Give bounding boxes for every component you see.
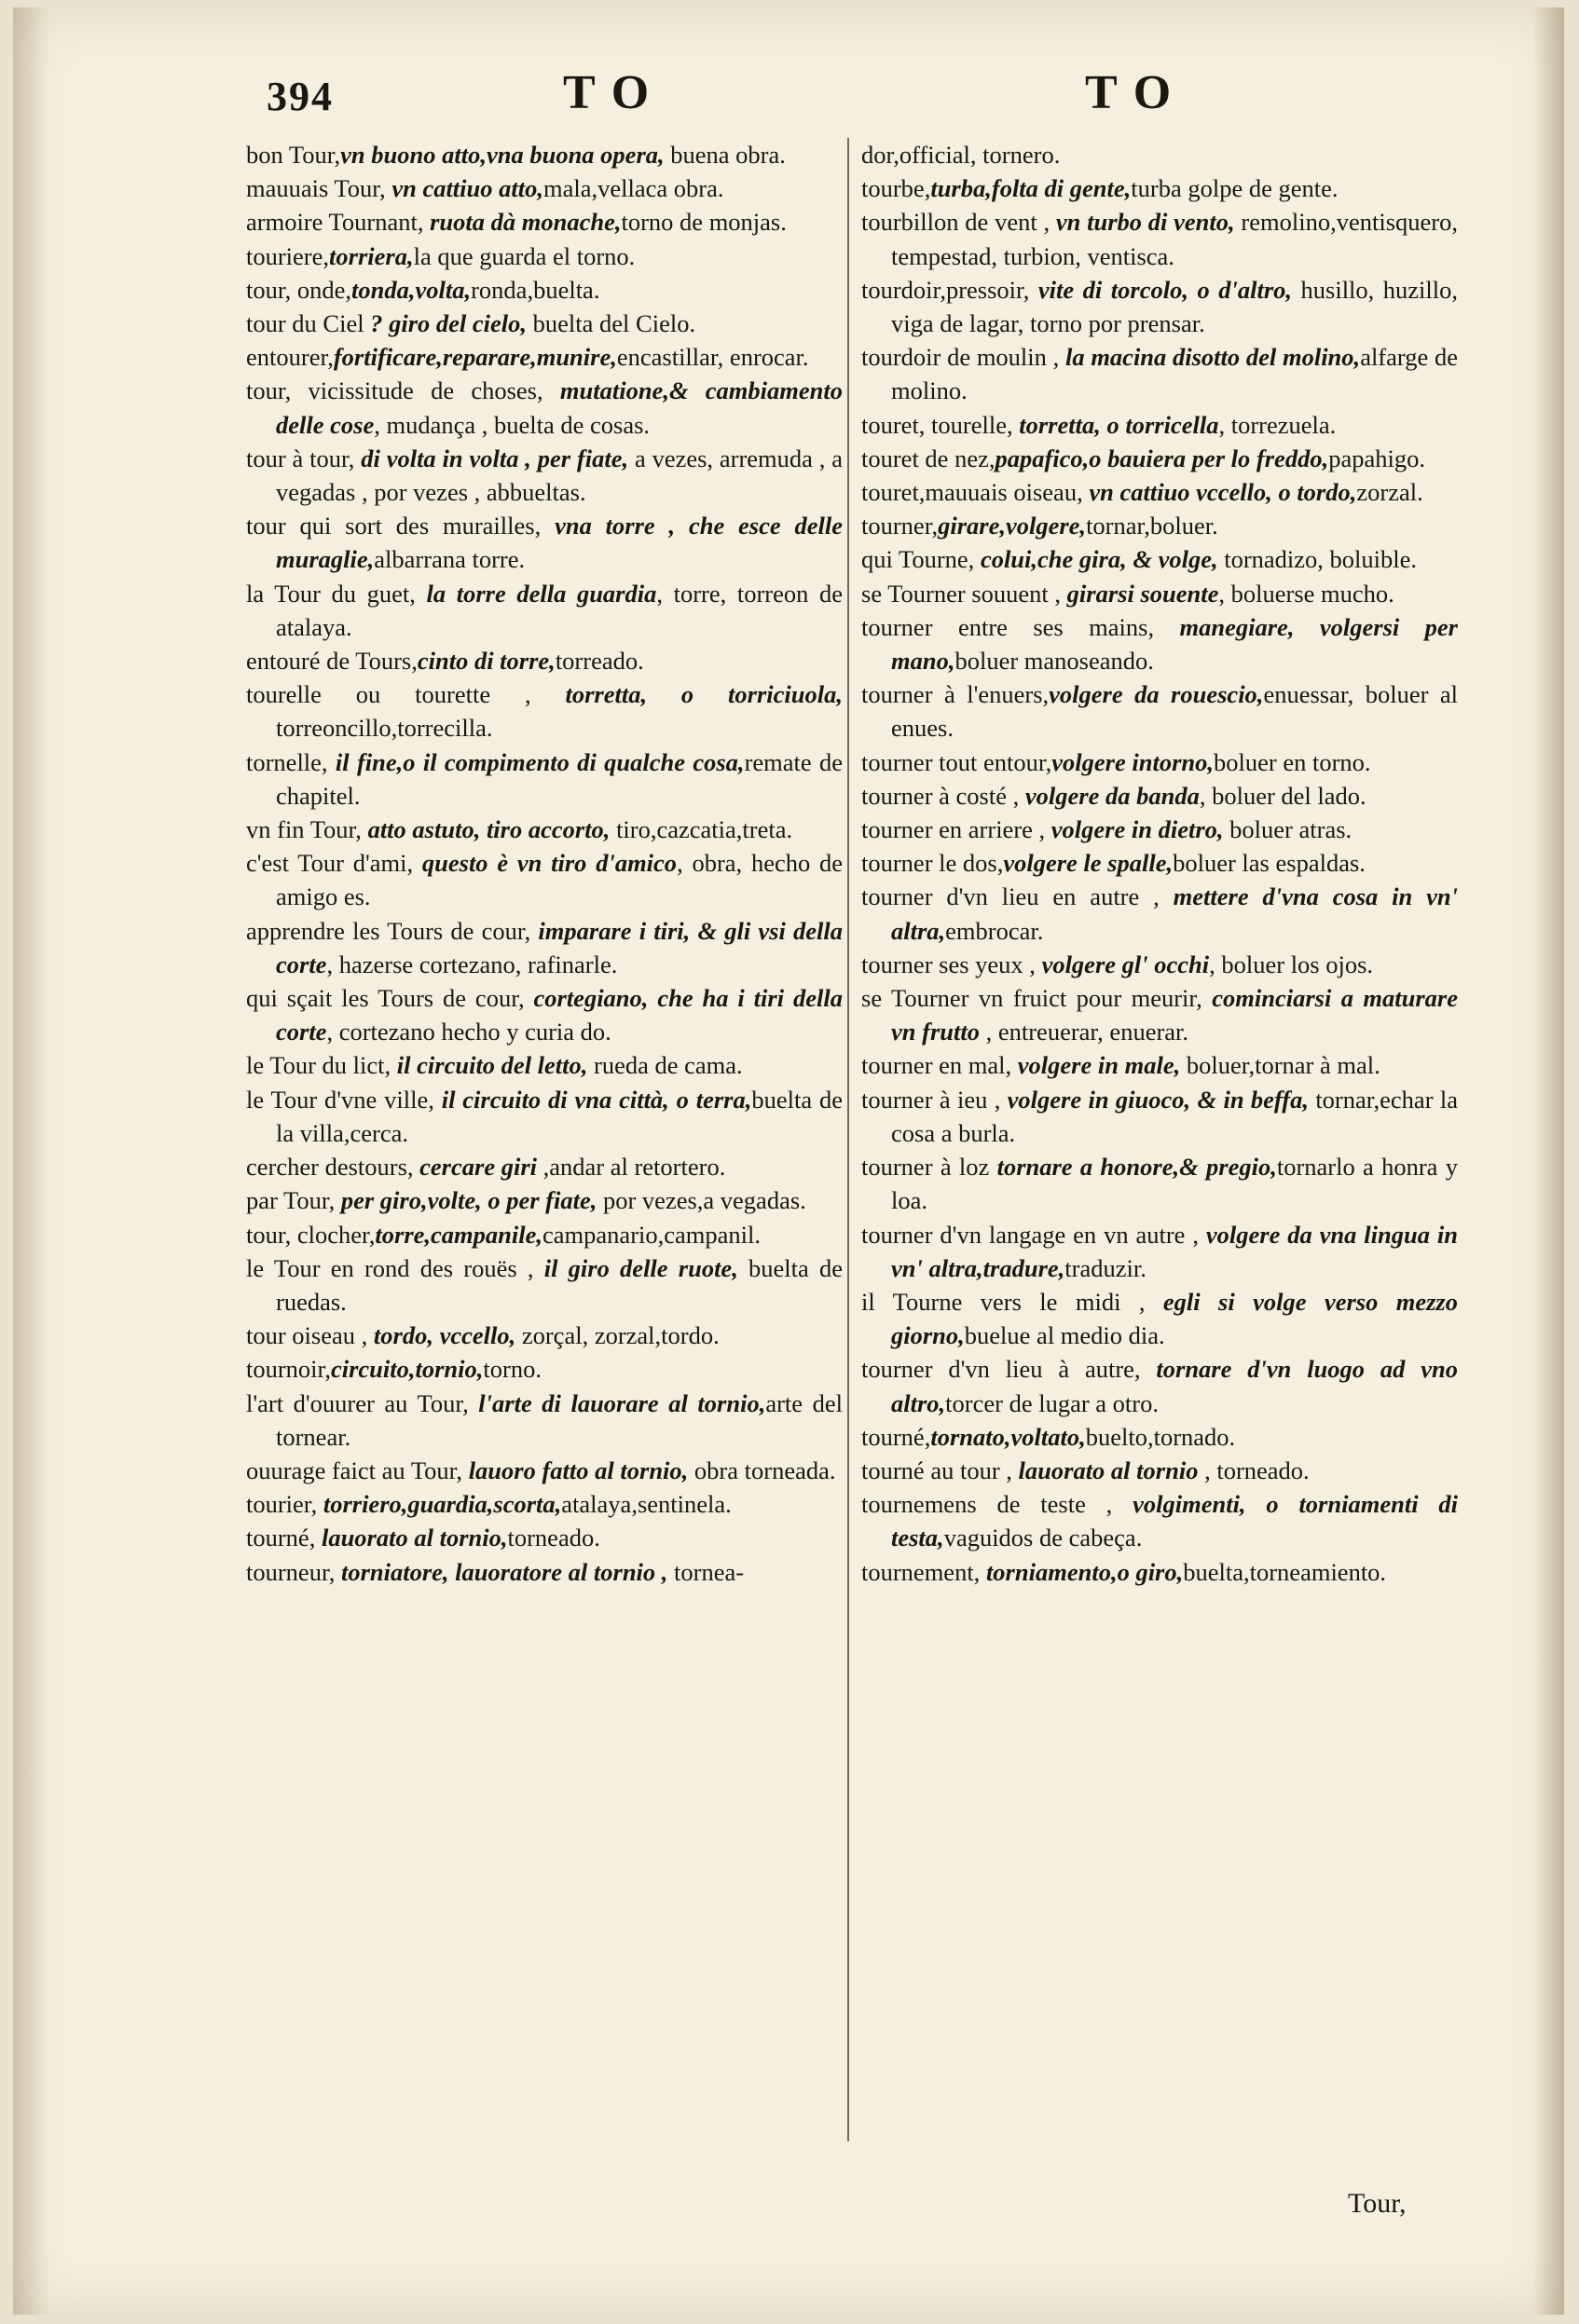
dictionary-entry: [861, 1420, 1458, 1454]
dictionary-entry: [861, 1487, 1458, 1554]
spanish-gloss: mala,vellaca obra.: [543, 174, 724, 203]
spanish-gloss: embrocar.: [945, 916, 1044, 945]
italian-gloss: cercare giri: [419, 1153, 537, 1182]
dictionary-entry: [861, 408, 1458, 442]
dictionary-entry: [861, 1454, 1458, 1487]
french-headword: tourner à costé ,: [861, 781, 1025, 810]
page-edge: [1532, 7, 1564, 2315]
french-headword: le Tour en rond des rouës ,: [246, 1253, 544, 1282]
dictionary-entry: [861, 577, 1458, 610]
italian-gloss: tonda,volta,: [351, 275, 472, 304]
spanish-gloss: , torrezuela.: [1218, 410, 1337, 439]
french-headword: tournement,: [861, 1557, 986, 1586]
french-headword: tourner d'vn langage en vn autre ,: [861, 1220, 1206, 1249]
italian-gloss: volgere da banda: [1024, 781, 1200, 810]
italian-gloss: girare,volgere,: [938, 512, 1087, 540]
dictionary-entry: [861, 948, 1458, 981]
french-headword: tour, vicissitude de choses,: [246, 376, 560, 405]
italian-gloss: atto astuto, tiro accorto,: [367, 815, 611, 844]
italian-gloss: girarsi souente: [1066, 579, 1219, 608]
french-headword: bon Tour,: [246, 141, 341, 169]
italian-gloss: volgimenti, o torniamenti di testa,: [891, 1490, 1458, 1552]
spanish-gloss: buelta,torneamiento.: [1183, 1557, 1387, 1586]
italian-gloss: mutatione,& cambiamento delle cose: [276, 376, 843, 439]
right-column: [861, 138, 1458, 2188]
spanish-gloss: tornea-: [667, 1557, 745, 1586]
french-headword: tourner,: [861, 512, 939, 540]
italian-gloss: ? giro del cielo,: [370, 309, 528, 338]
spanish-gloss: , obra, hecho de amigo es.: [276, 849, 843, 911]
spanish-gloss: obra torneada.: [688, 1456, 836, 1484]
spanish-gloss: , cortezano hecho y curia do.: [326, 1018, 611, 1046]
spanish-gloss: arte del tornear.: [276, 1388, 843, 1451]
spanish-gloss: turba golpe de gente.: [1131, 174, 1339, 203]
italian-gloss: vn cattiuo vccello, o tordo,: [1089, 478, 1357, 507]
italian-gloss: egli si volge verso mezzo giorno,: [891, 1287, 1458, 1350]
french-headword: l'art d'ouurer au Tour,: [246, 1388, 479, 1417]
dictionary-entry: [246, 273, 843, 307]
dictionary-entry: [246, 745, 843, 813]
spanish-gloss: boluer manoseando.: [954, 647, 1154, 676]
italian-gloss: la torre della guardia: [426, 579, 657, 608]
dictionary-entry: [861, 509, 1458, 542]
spanish-gloss: , entreuerar, enuerar.: [979, 1018, 1189, 1046]
italian-gloss: tornare a honore,& pregio,: [996, 1153, 1277, 1182]
dictionary-entry: [246, 374, 843, 441]
spanish-gloss: atalaya,sentinela.: [561, 1490, 732, 1519]
dictionary-entry: [861, 745, 1458, 779]
french-headword: tour à tour,: [246, 444, 362, 472]
spanish-gloss: tornar,boluer.: [1086, 512, 1218, 540]
french-headword: qui sçait les Tours de cour,: [246, 984, 534, 1013]
french-headword: la Tour du guet,: [246, 579, 427, 608]
dictionary-entry: [246, 813, 843, 846]
dictionary-entry: [246, 138, 843, 171]
dictionary-entry: [246, 1183, 843, 1217]
spanish-gloss: buelto,tornado.: [1085, 1422, 1236, 1451]
dictionary-entry: [861, 1218, 1458, 1285]
italian-gloss: circuito,tornio,: [330, 1355, 484, 1384]
french-headword: tourner à loz: [861, 1153, 997, 1182]
italian-gloss: il circuito di vna città, o terra,: [441, 1085, 752, 1114]
italian-gloss: volgere gl' occhi: [1041, 950, 1210, 978]
italian-gloss: manegiare, volgersi per mano,: [891, 612, 1458, 676]
french-headword: tournemens de teste ,: [861, 1490, 1133, 1519]
spanish-gloss: tornadizo, boluible.: [1217, 545, 1418, 574]
italian-gloss: il giro delle ruote,: [543, 1253, 738, 1282]
italian-gloss: l'arte di lauorare al tornio,: [478, 1388, 766, 1417]
spanish-gloss: albarrana torre.: [374, 545, 526, 574]
italian-gloss: volgere intorno,: [1051, 747, 1214, 776]
italian-gloss: torre,campanile,: [375, 1220, 543, 1249]
italian-gloss: volgere le spalle,: [1003, 849, 1174, 878]
italian-gloss: volgere in male,: [1017, 1051, 1181, 1080]
dictionary-entry: [246, 1454, 843, 1487]
italian-gloss: mettere d'vna cosa in vn' altra,: [891, 882, 1458, 945]
spanish-gloss: papahigo.: [1328, 444, 1425, 472]
italian-gloss: torriera,: [329, 241, 414, 270]
dictionary-entry: [861, 1555, 1458, 1589]
dictionary-entry: [861, 475, 1458, 509]
dictionary-entry: [861, 1285, 1458, 1352]
dictionary-entry: [861, 1352, 1458, 1419]
french-headword: par Tour,: [246, 1186, 341, 1215]
italian-gloss: vn buono atto,vna buona opera,: [340, 141, 665, 169]
dictionary-entry: [861, 779, 1458, 813]
italian-gloss: ruota dà monache,: [430, 208, 622, 237]
french-headword: apprendre les Tours de cour,: [246, 916, 539, 945]
dictionary-entry: [246, 1319, 843, 1352]
dictionary-entry: [246, 239, 843, 273]
french-headword: tourner le dos,: [861, 849, 1004, 878]
spanish-gloss: zorzal.: [1356, 478, 1423, 507]
spanish-gloss: torcer de lugar a otro.: [945, 1388, 1159, 1417]
italian-gloss: torniamento,o giro,: [985, 1557, 1184, 1586]
french-headword: touret, tourelle,: [861, 410, 1020, 439]
dictionary-entry: [861, 1048, 1458, 1082]
french-headword: tourner ses yeux ,: [861, 950, 1042, 978]
french-headword: mauuais Tour,: [246, 174, 392, 203]
french-headword: entouré de Tours,: [246, 647, 418, 676]
dictionary-entry: [861, 813, 1458, 846]
running-head-left: TO: [563, 66, 666, 119]
dictionary-entry: [861, 205, 1458, 272]
spanish-gloss: dor,official, tornero.: [861, 141, 1061, 169]
spanish-gloss: buelta de ruedas.: [276, 1253, 843, 1316]
italian-gloss: tornato,voltato,: [930, 1422, 1086, 1451]
dictionary-entry: [246, 205, 843, 239]
italian-gloss: torretta, o torriciuola,: [565, 680, 843, 709]
italian-gloss: torniatore, lauoratore al tornio ,: [340, 1557, 668, 1586]
italian-gloss: la macina disotto del molino,: [1064, 343, 1361, 372]
french-headword: tour qui sort des murailles,: [246, 512, 556, 540]
french-headword: le Tour du lict,: [246, 1051, 397, 1080]
spanish-gloss: alfarge de molino.: [891, 343, 1458, 405]
french-headword: tourner à ieu ,: [861, 1085, 1008, 1114]
dictionary-entry: [861, 610, 1458, 677]
spanish-gloss: a vezes, arremuda , a vegadas , por vezes , abbueltas.: [276, 444, 843, 507]
italian-gloss: volgere da rouescio,: [1049, 680, 1264, 709]
spanish-gloss: buelta de la villa,cerca.: [276, 1085, 843, 1147]
french-headword: entourer,: [246, 343, 334, 372]
french-headword: tourner d'vn lieu en autre ,: [861, 882, 1174, 911]
spanish-gloss: boluer,tornar à mal.: [1180, 1051, 1380, 1080]
french-headword: tourelle ou tourette ,: [246, 680, 566, 709]
spanish-gloss: , torre, torreon de atalaya.: [276, 579, 843, 641]
dictionary-entry: [246, 1048, 843, 1082]
french-headword: le Tour d'vne ville,: [246, 1085, 442, 1114]
dictionary-entry: [246, 1521, 843, 1554]
dictionary-entry: [861, 442, 1458, 475]
spanish-gloss: tornarlo a honra y loa.: [891, 1153, 1458, 1215]
french-headword: tourner en mal,: [861, 1051, 1018, 1080]
dictionary-entry: [246, 509, 843, 576]
spanish-gloss: tornar,echar la cosa a burla.: [891, 1085, 1458, 1147]
italian-gloss: lauorato al tornio,: [321, 1524, 508, 1552]
spanish-gloss: traduzir.: [1064, 1253, 1146, 1282]
dictionary-entry: [246, 1251, 843, 1319]
french-headword: tournoir,: [246, 1355, 331, 1384]
spanish-gloss: enuessar, boluer al enues.: [891, 680, 1458, 743]
french-headword: tourneur,: [246, 1557, 341, 1586]
dictionary-entry: [246, 442, 843, 509]
dictionary-entry: [861, 981, 1458, 1048]
spanish-gloss: por vezes,a vegadas.: [597, 1186, 806, 1215]
italian-gloss: per giro,volte, o per fiate,: [340, 1186, 597, 1215]
french-headword: tourné au tour ,: [861, 1456, 1019, 1484]
italian-gloss: vite di torcolo, o d'altro,: [1037, 275, 1293, 304]
dictionary-entry: [861, 880, 1458, 947]
french-headword: touriere,: [246, 241, 330, 270]
italian-gloss: vna torre , che esce delle muraglie,: [276, 512, 843, 574]
italian-gloss: tordo, vccello,: [373, 1321, 516, 1350]
french-headword: tour du Ciel: [246, 309, 371, 338]
dictionary-entry: [246, 846, 843, 913]
italian-gloss: di volta in volta , per fiate,: [361, 444, 629, 472]
french-headword: tourné,: [246, 1524, 322, 1552]
french-headword: tornelle,: [246, 747, 336, 776]
spanish-gloss: buelue al medio dia.: [964, 1321, 1165, 1350]
italian-gloss: vn turbo di vento,: [1055, 208, 1235, 237]
italian-gloss: colui,che gira, & volge,: [980, 545, 1218, 574]
italian-gloss: lauorato al tornio: [1018, 1456, 1199, 1484]
dictionary-entry: [246, 577, 843, 644]
italian-gloss: volgere da vna lingua in vn' altra,tradure,: [891, 1220, 1458, 1282]
italian-gloss: turba,folta di gente,: [930, 174, 1132, 203]
spanish-gloss: ,andar al retortero.: [537, 1153, 726, 1182]
dictionary-entry: [861, 677, 1458, 745]
spanish-gloss: buena obra.: [664, 141, 786, 169]
italian-gloss: vn cattiuo atto,: [391, 174, 544, 203]
italian-gloss: fortificare,reparare,munire,: [333, 343, 617, 372]
french-headword: c'est Tour d'ami,: [246, 849, 422, 878]
spanish-gloss: rueda de cama.: [587, 1051, 743, 1080]
french-headword: tourner entre ses mains,: [861, 612, 1180, 641]
spanish-gloss: torneado.: [507, 1524, 600, 1552]
french-headword: cercher destours,: [246, 1153, 420, 1182]
dictionary-entry: [246, 307, 843, 340]
dictionary-entry: [246, 171, 843, 205]
french-headword: tourdoir de moulin ,: [861, 343, 1065, 372]
french-headword: tour, onde,: [246, 275, 352, 304]
spanish-gloss: torno.: [483, 1355, 542, 1384]
italian-gloss: papafico,o bauiera per lo freddo,: [995, 444, 1329, 472]
italian-gloss: cortegiano, che ha i tiri della corte: [276, 984, 843, 1046]
french-headword: tourner à l'enuers,: [861, 680, 1050, 709]
dictionary-entry: [246, 1352, 843, 1386]
dictionary-entry: [861, 273, 1458, 340]
spanish-gloss: torreado.: [555, 647, 644, 676]
french-headword: vn fin Tour,: [246, 815, 368, 844]
french-headword: tour, clocher,: [246, 1220, 376, 1249]
dictionary-entry: [246, 981, 843, 1048]
spanish-gloss: tiro,cazcatia,treta.: [610, 815, 793, 844]
spanish-gloss: , boluer del lado.: [1199, 781, 1366, 810]
french-headword: tour oiseau ,: [246, 1321, 374, 1350]
spanish-gloss: torreoncillo,torrecilla.: [276, 714, 493, 743]
spanish-gloss: , hazerse cortezano, rafinarle.: [326, 950, 618, 978]
italian-gloss: cinto di torre,: [417, 647, 556, 676]
dictionary-entry: [246, 644, 843, 677]
spanish-gloss: la que guarda el torno.: [413, 241, 636, 270]
italian-gloss: torretta, o torricella: [1019, 410, 1219, 439]
italian-gloss: torriero,guardia,scorta,: [323, 1490, 562, 1519]
running-head-right: TO: [1085, 66, 1188, 119]
dictionary-entry: [861, 846, 1458, 880]
french-headword: touret de nez,: [861, 444, 995, 472]
french-headword: tourdoir,pressoir,: [861, 275, 1038, 304]
dictionary-entry: [246, 1555, 843, 1589]
spanish-gloss: husillo, huzillo, viga de lagar, torno por prensar.: [891, 275, 1458, 338]
spanish-gloss: boluer en torno.: [1214, 747, 1371, 776]
spanish-gloss: vaguidos de cabeça.: [943, 1524, 1143, 1552]
french-headword: touret,mauuais oiseau,: [861, 478, 1090, 507]
spanish-gloss: , boluerse mucho.: [1218, 579, 1394, 608]
italian-gloss: cominciarsi a maturare vn frutto: [891, 984, 1458, 1046]
italian-gloss: il fine,o il compimento di qualche cosa,: [335, 747, 745, 776]
dictionary-entry: [246, 1083, 843, 1150]
dictionary-entry: [861, 171, 1458, 205]
dictionary-entry: [246, 1150, 843, 1183]
french-headword: qui Tourne,: [861, 545, 981, 574]
spanish-gloss: remate de chapitel.: [276, 747, 843, 810]
spanish-gloss: encastillar, enrocar.: [616, 343, 809, 372]
dictionary-entry: [246, 914, 843, 981]
spanish-gloss: campanario,campanil.: [542, 1220, 762, 1249]
spanish-gloss: zorçal, zorzal,tordo.: [515, 1321, 720, 1350]
italian-gloss: lauoro fatto al tornio,: [468, 1456, 689, 1484]
french-headword: se Tourner vn fruict pour meurir,: [861, 984, 1213, 1013]
page-number: 394: [267, 74, 334, 119]
italian-gloss: il circuito del letto,: [396, 1051, 588, 1080]
dictionary-entry: [246, 1387, 843, 1454]
italian-gloss: tornare d'vn luogo ad vno altro,: [891, 1355, 1458, 1417]
catchword: Tour,: [1348, 2188, 1407, 2219]
french-headword: tourné,: [861, 1422, 931, 1451]
spanish-gloss: torno de monjas.: [621, 208, 787, 237]
spanish-gloss: , mudança , buelta de cosas.: [374, 410, 651, 439]
spanish-gloss: buelta del Cielo.: [527, 309, 696, 338]
french-headword: se Tourner souuent ,: [861, 579, 1067, 608]
french-headword: ouurage faict au Tour,: [246, 1456, 469, 1484]
italian-gloss: questo è vn tiro d'amico: [421, 849, 678, 878]
spanish-gloss: , torneado.: [1198, 1456, 1310, 1484]
italian-gloss: volgere in giuoco, & in beffa,: [1007, 1085, 1309, 1114]
french-headword: armoire Tournant,: [246, 208, 431, 237]
gutter-shadow: [13, 7, 50, 2315]
dictionary-entry: [246, 677, 843, 745]
french-headword: il Tourne vers le midi ,: [861, 1287, 1163, 1316]
french-headword: tourier,: [246, 1490, 323, 1519]
dictionary-entry: [246, 340, 843, 374]
dictionary-entry: [861, 1083, 1458, 1150]
spanish-gloss: boluer las espaldas.: [1173, 849, 1366, 878]
spanish-gloss: remolino,ventisquero, tempestad, turbion, ventisca.: [891, 208, 1458, 270]
dictionary-entry: [246, 1487, 843, 1521]
dictionary-entry: [861, 1150, 1458, 1217]
column-divider: [847, 138, 849, 2141]
french-headword: tourner en arriere ,: [861, 815, 1051, 844]
french-headword: tourner tout entour,: [861, 747, 1052, 776]
dictionary-entry: [861, 138, 1458, 171]
french-headword: tourner d'vn lieu à autre,: [861, 1355, 1157, 1384]
italian-gloss: imparare i tiri, & gli vsi della corte: [276, 916, 843, 978]
french-headword: tourbe,: [861, 174, 931, 203]
spanish-gloss: ronda,buelta.: [471, 275, 600, 304]
italian-gloss: volgere in dietro,: [1050, 815, 1224, 844]
spanish-gloss: , boluer los ojos.: [1209, 950, 1374, 978]
left-column: [246, 138, 843, 2183]
french-headword: tourbillon de vent ,: [861, 208, 1056, 237]
dictionary-page: [13, 7, 1564, 2315]
dictionary-entry: [861, 340, 1458, 407]
dictionary-entry: [246, 1218, 843, 1251]
spanish-gloss: boluer atras.: [1223, 815, 1352, 844]
dictionary-entry: [861, 542, 1458, 576]
